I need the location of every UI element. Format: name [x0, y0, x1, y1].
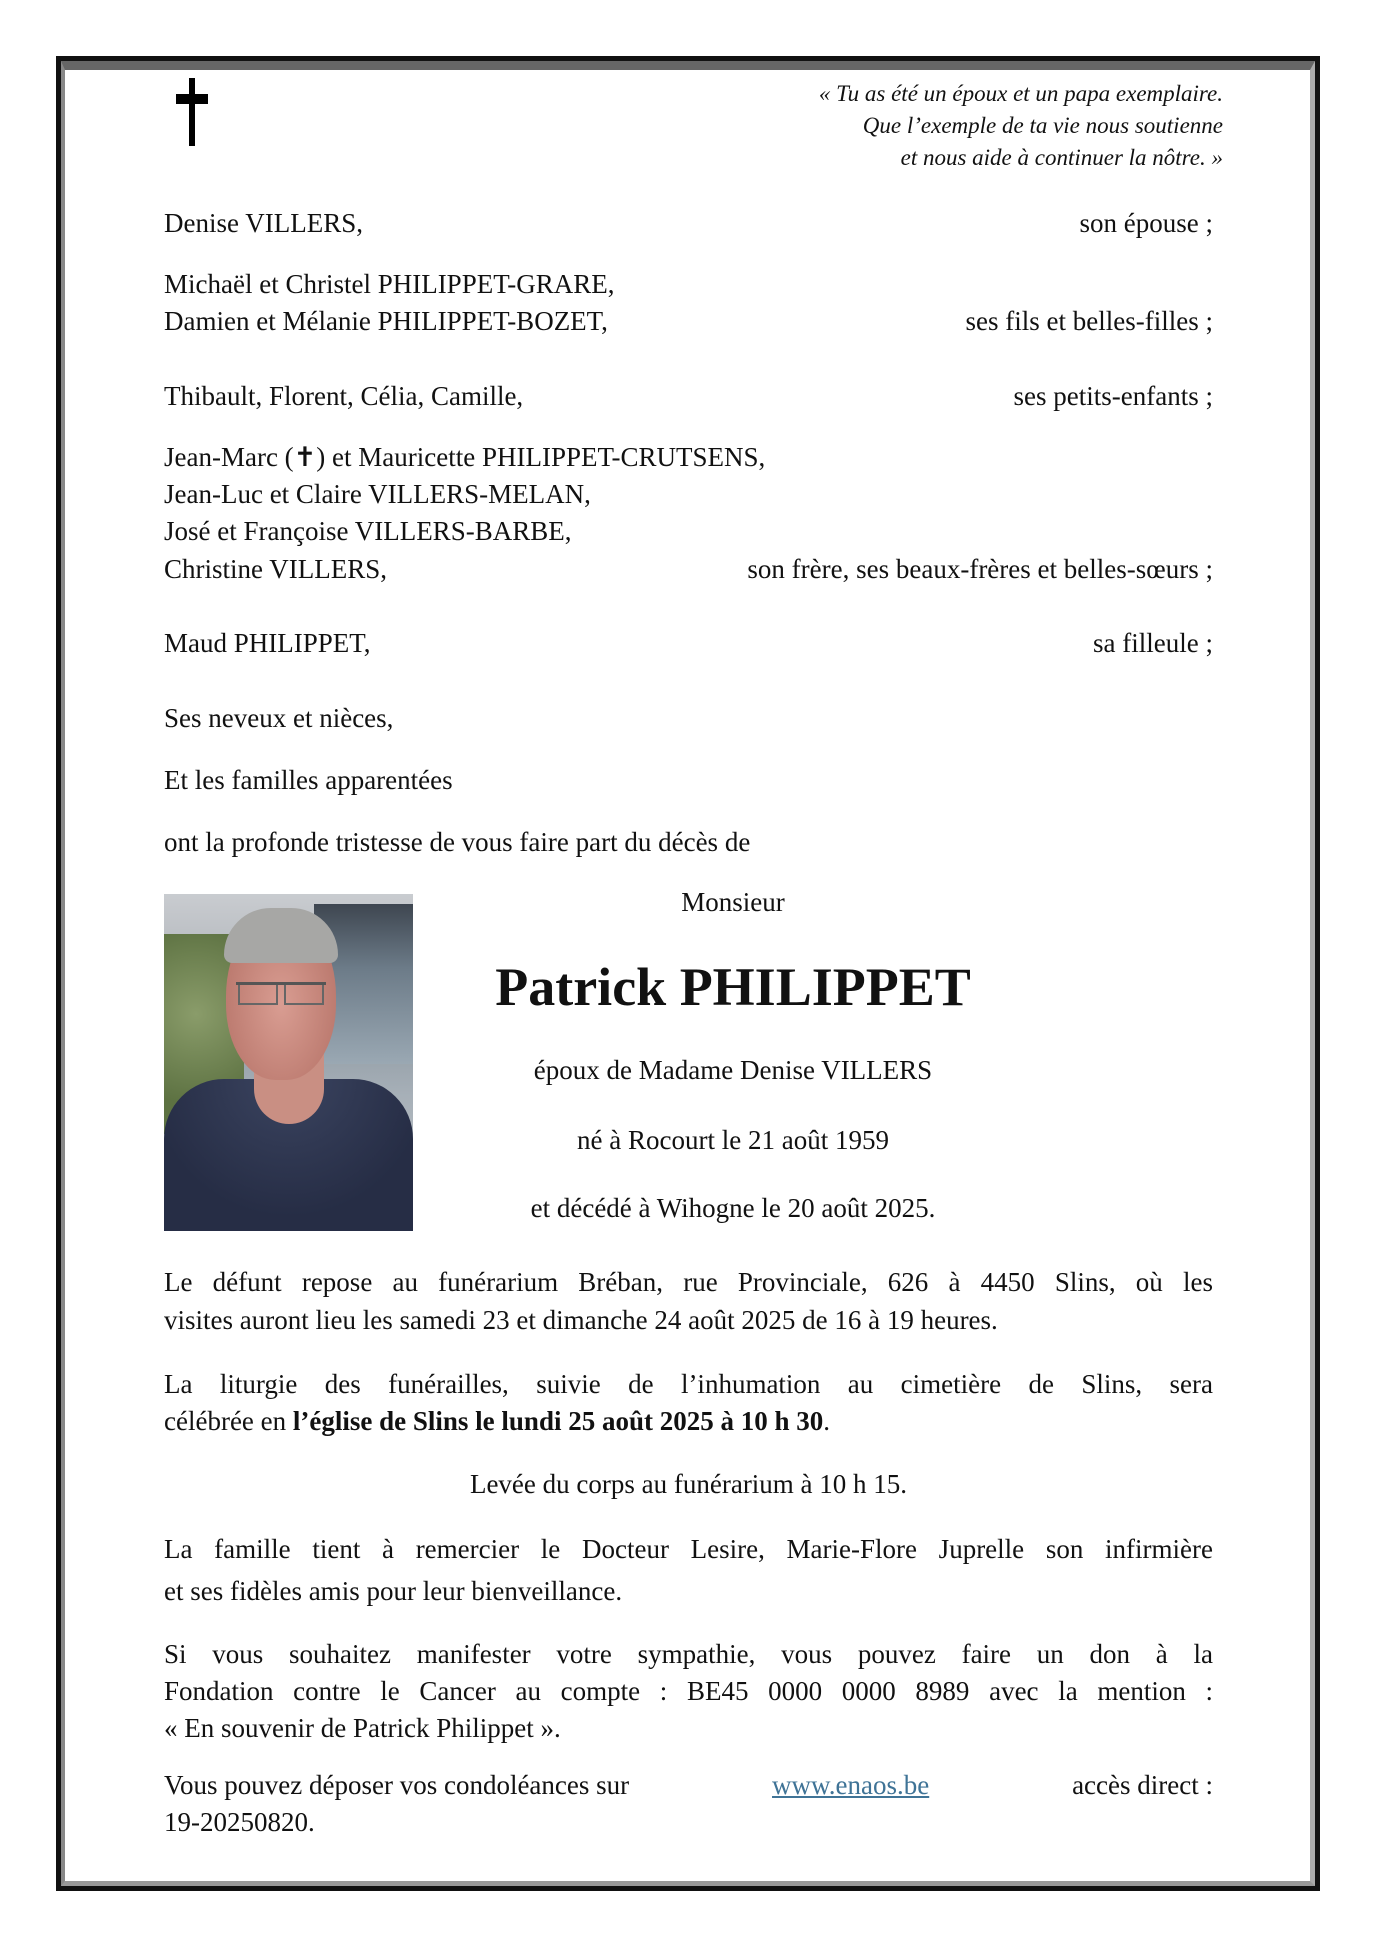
spouse-line: époux de Madame Denise VILLERS	[533, 1055, 933, 1085]
liturgy-line	[164, 1403, 1213, 1439]
title: Monsieur	[681, 887, 785, 917]
donation-line: « En souvenir de Patrick Philippet ».	[164, 1713, 561, 1743]
family-names: Damien et Mélanie PHILIPPET-BOZET,	[164, 306, 608, 336]
announcement-line: ont la profonde tristesse de vous faire part du décès de	[164, 827, 751, 857]
donation-line: Si vous souhaitez manifester votre sympathie, vous pouvez faire un don à la	[164, 1639, 1213, 1669]
family-names: Jean-Luc et Claire VILLERS-MELAN,	[164, 479, 591, 509]
family-row	[164, 378, 1213, 414]
visit-line: visites auront lieu les samedi 23 et dimanche 24 août 2025 de 16 à 19 heures.	[164, 1305, 998, 1335]
liturgy-suffix: .	[823, 1406, 830, 1436]
families-line: Et les familles apparentées	[164, 765, 453, 795]
family-names: Jean-Marc (✝) et Mauricette PHILIPPET-CRUTSENS,	[164, 442, 766, 472]
family-names: Maud PHILIPPET,	[164, 628, 371, 658]
condolences-suffix: accès direct :	[1072, 1770, 1213, 1800]
quote-line: Que l’exemple de ta vie nous soutienne	[862, 113, 1223, 138]
family-relation: son épouse ;	[1079, 208, 1213, 238]
thanks-line: et ses fidèles amis pour leur bienveillance.	[164, 1576, 623, 1606]
family-names: Denise VILLERS,	[164, 208, 363, 238]
quote-line: « Tu as été un époux et un papa exemplaire.	[818, 81, 1223, 106]
levee-line: Levée du corps au funérarium à 10 h 15.	[469, 1469, 908, 1499]
death-line: et décédé à Wihogne le 20 août 2025.	[530, 1193, 936, 1223]
condolences-code: 19-20250820.	[164, 1807, 315, 1837]
birth-line: né à Rocourt le 21 août 1959	[577, 1125, 889, 1155]
visit-line: Le défunt repose au funérarium Bréban, rue Provinciale, 626 à 4450 Slins, où les	[164, 1267, 1213, 1297]
family-relation: ses petits-enfants ;	[1013, 381, 1213, 411]
donation-line: Fondation contre le Cancer au compte : BE45 0000 0000 8989 avec la mention :	[164, 1676, 1213, 1706]
deceased-photo	[164, 894, 413, 1231]
liturgy-line: La liturgie des funérailles, suivie de l’inhumation au cimetière de Slins, sera	[164, 1369, 1213, 1399]
family-relation: ses fils et belles-filles ;	[965, 306, 1213, 336]
family-names: Thibault, Florent, Célia, Camille,	[164, 381, 524, 411]
family-relation: sa filleule ;	[1093, 628, 1213, 658]
deceased-name: Patrick PHILIPPET	[495, 957, 971, 1017]
epitaph-quote	[819, 78, 1223, 174]
family-names: Christine VILLERS,	[164, 554, 388, 584]
family-names: Michaël et Christel PHILIPPET-GRARE,	[164, 269, 615, 299]
family-row	[164, 303, 1213, 339]
family-row	[164, 625, 1213, 661]
family-relation: son frère, ses beaux-frères et belles-sœurs ;	[747, 554, 1213, 584]
quote-line: et nous aide à continuer la nôtre. »	[900, 145, 1223, 170]
thanks-line: La famille tient à remercier le Docteur Lesire, Marie-Flore Juprelle son infirmière	[164, 1534, 1213, 1564]
liturgy-prefix: célébrée en	[164, 1406, 293, 1436]
condolences-line	[164, 1767, 1213, 1803]
family-row	[164, 551, 1213, 587]
family-names: José et Françoise VILLERS-BARBE,	[164, 516, 572, 546]
enaos-link[interactable]: www.enaos.be	[772, 1770, 930, 1800]
liturgy-date: l’église de Slins le lundi 25 août 2025 à 10 h 30	[292, 1406, 824, 1436]
family-row	[164, 205, 1213, 241]
nephews-line: Ses neveux et nièces,	[164, 703, 394, 733]
cross-icon	[176, 78, 208, 146]
condolences-prefix: Vous pouvez déposer vos condoléances sur	[164, 1770, 630, 1800]
